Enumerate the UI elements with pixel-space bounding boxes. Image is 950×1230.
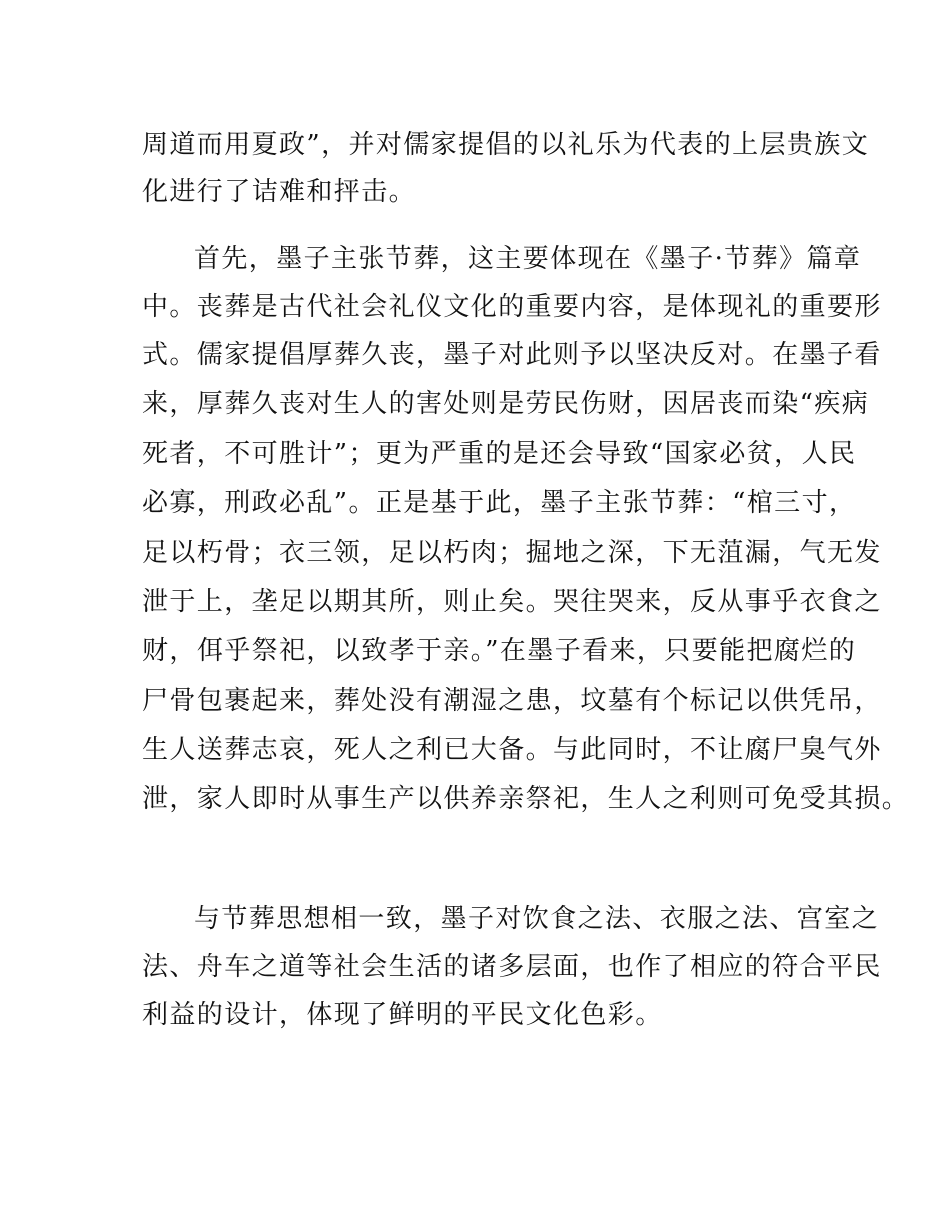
text-line: 尸骨包裹起来，葬处没有潮湿之患，坟墓有个标记以供凭吊，	[142, 686, 882, 716]
text-line: 周道而用夏政”，并对儒家提倡的以礼乐为代表的上层贵族文	[142, 130, 870, 160]
text-line: 财，佴乎祭祀，以致孝于亲。”在墨子看来，只要能把腐烂的	[142, 636, 857, 666]
text-line: 必寡，刑政必乱”。正是基于此，墨子主张节葬：“棺三寸，	[142, 488, 857, 518]
text-line: 足以朽骨；衣三领，足以朽肉；掘地之深，下无菹漏，气无发	[142, 538, 882, 568]
text-line: 与节葬思想相一致，墨子对饮食之法、衣服之法、宫室之	[194, 904, 880, 934]
text-line: 法、舟车之道等社会生活的诸多层面，也作了相应的符合平民	[142, 952, 882, 982]
text-line: 来，厚葬久丧对生人的害处则是劳民伤财，因居丧而染“疾病	[142, 389, 870, 419]
text-line: 化进行了诘难和抨击。	[142, 177, 417, 207]
text-line: 泄于上，垄足以期其所，则止矣。哭往哭来，反从事乎衣食之	[142, 587, 882, 617]
text-line: 死者，不可胜计”；更为严重的是还会导致“国家必贫，人民	[142, 439, 857, 469]
text-line: 生人送葬志哀，死人之利已大备。与此同时，不让腐尸臭气外	[142, 735, 882, 765]
text-line: 泄，家人即时从事生产以供养亲祭祀，生人之利则可免受其损。	[142, 784, 910, 814]
text-line: 中。丧葬是古代社会礼仪文化的重要内容，是体现礼的重要形	[142, 292, 882, 322]
text-line: 首先，墨子主张节葬，这主要体现在《墨子·节葬》篇章	[194, 244, 862, 274]
text-line: 利益的设计，体现了鲜明的平民文化色彩。	[142, 1000, 663, 1030]
text-line: 式。儒家提倡厚葬久丧，墨子对此则予以坚决反对。在墨子看	[142, 340, 882, 370]
